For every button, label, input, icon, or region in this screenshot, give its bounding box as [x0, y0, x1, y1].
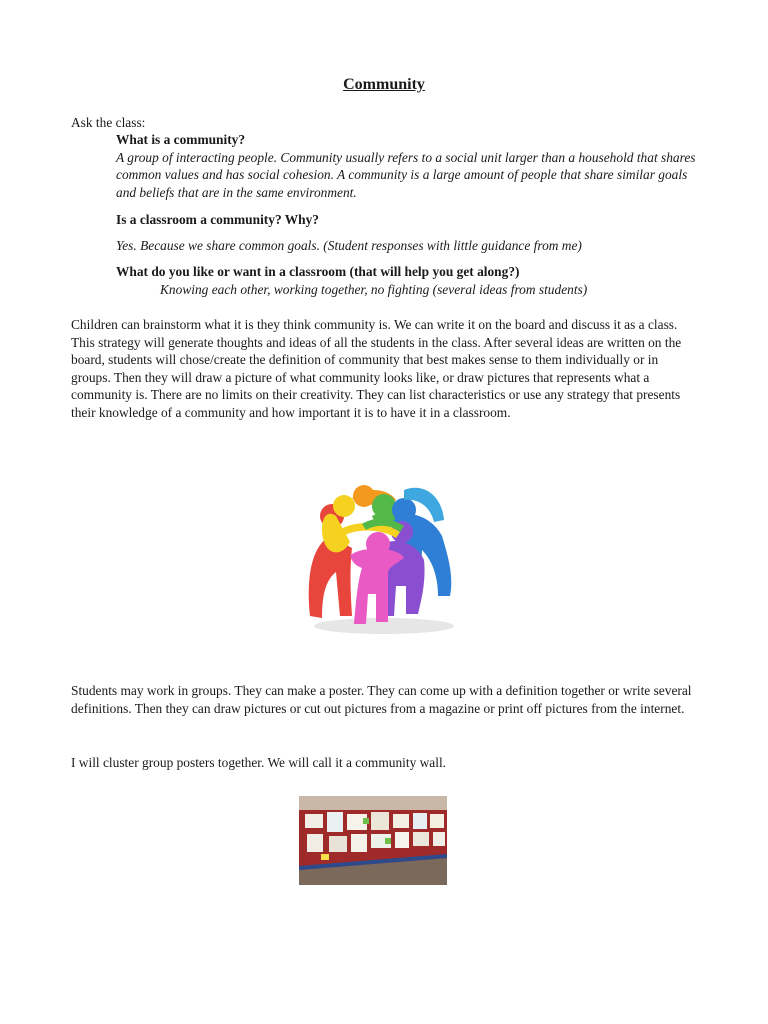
question-2: Is a classroom a community? Why?: [116, 212, 319, 227]
intro-text: Ask the class:: [71, 115, 146, 130]
question-block-2: [116, 211, 706, 254]
question-3: What do you like or want in a classroom (that will help you get along?): [116, 264, 520, 279]
community-wall-photo: [299, 796, 447, 885]
paragraph-brainstorm: Children can brainstorm what it is they think community is. We can write it on the board and discuss it as a class. This strategy will generate thoughts and ideas of all the students in the class. After several ideas are written on the board, students will chose/create the definition of community that best makes sense to them individually or in groups. Then they will draw a picture of what community looks like, or draw pictures that represents what a community is. There are no limits on their creativity. They can list characteristics or use any strategy that presents their knowledge of a community and how important it is to have it in a classroom.: [71, 317, 682, 420]
answer-2: Yes. Because we share common goals. (Student responses with little guidance from me): [116, 237, 582, 253]
answer-3: Knowing each other, working together, no fighting (several ideas from students): [160, 281, 588, 297]
community-figures-image: [292, 476, 472, 640]
paragraph-community-wall: I will cluster group posters together. We will call it a community wall.: [71, 755, 447, 770]
question-block-1: [116, 131, 706, 201]
question-1: What is a community?: [116, 132, 246, 147]
question-block-3: [116, 263, 736, 298]
paragraph-groups: Students may work in groups. They can make a poster. They can come up with a definition together or write several definitions. Then they can draw pictures or cut out pictures from a magazine or print off pictures from the internet.: [71, 683, 692, 716]
answer-1: A group of interacting people. Community usually refers to a social unit larger than a household that shares common values and has social cohesion. A community is a large amount of people that share similar goals and beliefs that are in the same environment.: [116, 149, 696, 200]
page-title: Community: [343, 76, 425, 93]
